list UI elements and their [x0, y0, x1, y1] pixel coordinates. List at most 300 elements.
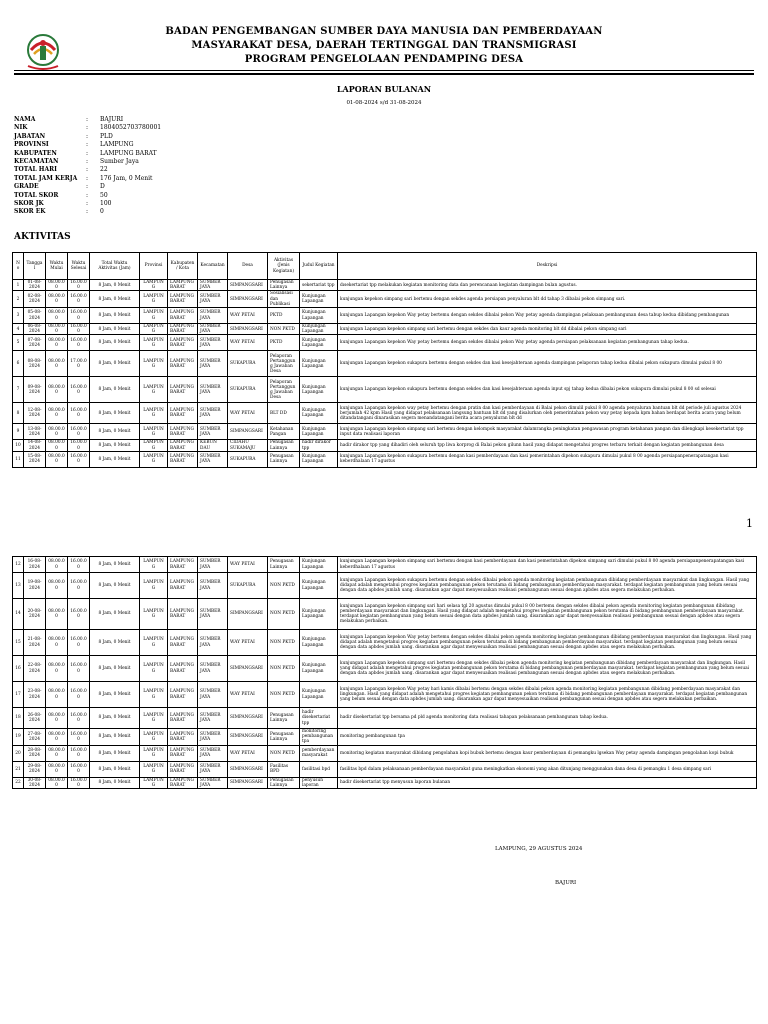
table-row: [13, 403, 757, 424]
cell-desa: SUKAPURA: [228, 573, 268, 599]
cell-total: 8 Jam, 0 Menit: [90, 377, 140, 403]
cell-judul: Kunjungan Lapangan: [300, 630, 338, 656]
cell-tanggal: 02-08-2024: [24, 291, 46, 308]
info-value: BAJURI: [100, 116, 124, 123]
cell-selesai: 16.00.00: [68, 424, 90, 440]
column-header: Waktu Selesai: [68, 253, 90, 280]
cell-mulai: 08.00.00: [46, 403, 68, 424]
cell-desk: kunjungan Lapangan kepekon sukapura bertemu dengan kasi pemberdayaan dan kasi pemerintahan dipekon sukapura dimulai pukul 8 00 agenda persiapanpenerapatangan kasi keberdhalaan 17 agustus: [338, 451, 757, 467]
cell-kec: SUMBER JAYA: [198, 682, 228, 708]
cell-akt: Ketahanan Pangan: [268, 424, 300, 440]
cell-selesai: 16.00.00: [68, 280, 90, 291]
cell-no: 14: [13, 599, 24, 630]
cell-judul: hadir disekertariat tpp: [300, 708, 338, 729]
cell-mulai: 08.00.00: [46, 682, 68, 708]
info-value: D: [100, 183, 105, 191]
column-header: No: [13, 253, 24, 280]
activity-table-page-1: [12, 252, 757, 468]
info-colon: :: [86, 208, 89, 216]
info-value: 22: [100, 166, 108, 174]
cell-desa: WAY PETAI: [228, 335, 268, 351]
cell-kab: LAMPUNG BARAT: [168, 324, 198, 335]
column-header: Judul Kegiatan: [300, 253, 338, 280]
cell-total: 8 Jam, 0 Menit: [90, 656, 140, 682]
cell-total: 8 Jam, 0 Menit: [90, 324, 140, 335]
cell-prov: LAMPUNG: [140, 630, 168, 656]
cell-tanggal: 09-08-2024: [24, 377, 46, 403]
cell-kec: SUMBER JAYA: [198, 424, 228, 440]
cell-no: 1: [13, 280, 24, 291]
cell-desa: SIMPANGSARI: [228, 599, 268, 630]
table-row: [13, 708, 757, 729]
cell-prov: LAMPUNG: [140, 557, 168, 573]
cell-kec: SUMBER JAYA: [198, 308, 228, 324]
cell-kab: LAMPUNG BARAT: [168, 335, 198, 351]
cell-akt: PKTD: [268, 335, 300, 351]
cell-selesai: 16.00.00: [68, 573, 90, 599]
info-label: SKOR JK: [14, 199, 44, 207]
info-row: [14, 183, 161, 191]
cell-selesai: 16.00.00: [68, 729, 90, 746]
info-row: [14, 133, 161, 141]
cell-akt: NON PKTD: [268, 682, 300, 708]
info-colon: :: [86, 141, 89, 149]
cell-akt: NON PKTD: [268, 599, 300, 630]
cell-desa: SUKAPURA: [228, 451, 268, 467]
cell-selesai: 16.00.00: [68, 777, 90, 788]
info-value: LAMPUNG: [100, 141, 134, 149]
info-label: KABUPATEN: [14, 149, 57, 157]
info-label: NIK: [14, 124, 28, 132]
cell-tanggal: 27-08-2024: [24, 729, 46, 746]
cell-akt: NON PKTD: [268, 324, 300, 335]
cell-tanggal: 14-08-2024: [24, 440, 46, 451]
cell-judul: Kunjungan Lapangan: [300, 557, 338, 573]
cell-kec: SUMBER JAYA: [198, 777, 228, 788]
cell-kab: LAMPUNG BARAT: [168, 745, 198, 761]
cell-akt: Penugasan Lainnya: [268, 280, 300, 291]
cell-desk: kunjungan Lapangan kepekon Way petay bertemu dengan sekdes dibalai pekon Way petay agenda dampingan pelaksaan pembangunan desa tabup kedua dibidang pembangunan: [338, 308, 757, 324]
cell-prov: LAMPUNG: [140, 335, 168, 351]
cell-mulai: 08.00.00: [46, 351, 68, 377]
table-row: [13, 573, 757, 599]
cell-mulai: 08.00.00: [46, 630, 68, 656]
profile-info: [14, 116, 161, 217]
cell-mulai: 08.00.00: [46, 335, 68, 351]
cell-no: 15: [13, 630, 24, 656]
cell-selesai: 16.00.00: [68, 557, 90, 573]
info-colon: :: [86, 174, 89, 182]
cell-selesai: 16.00.00: [68, 335, 90, 351]
cell-no: 9: [13, 424, 24, 440]
cell-total: 8 Jam, 0 Menit: [90, 280, 140, 291]
table-row: [13, 291, 757, 308]
cell-desa: SUKAPURA: [228, 377, 268, 403]
column-header: Tanggal: [24, 253, 46, 280]
cell-no: 17: [13, 682, 24, 708]
cell-total: 8 Jam, 0 Menit: [90, 351, 140, 377]
info-row: [14, 124, 161, 132]
info-row: [14, 116, 161, 124]
cell-desa: WAY PETAI: [228, 682, 268, 708]
cell-prov: LAMPUNG: [140, 573, 168, 599]
info-row: [14, 175, 161, 183]
cell-desa: CIDAHU SUKAMAJU: [228, 440, 268, 451]
info-colon: :: [86, 199, 89, 207]
cell-prov: LAMPUNG: [140, 377, 168, 403]
cell-selesai: 16.00.00: [68, 451, 90, 467]
ministry-logo: [22, 32, 64, 74]
cell-akt: Penugasan Lainnya: [268, 729, 300, 746]
cell-judul: Kunjungan Lapangan: [300, 403, 338, 424]
table-row: [13, 351, 757, 377]
report-period: 01-08-2024 s/d 31-08-2024: [346, 100, 422, 106]
cell-prov: LAMPUNG: [140, 440, 168, 451]
cell-selesai: 16.00.00: [68, 403, 90, 424]
cell-judul: Kunjungan Lapangan: [300, 682, 338, 708]
cell-total: 8 Jam, 0 Menit: [90, 761, 140, 777]
cell-kab: LAMPUNG BARAT: [168, 630, 198, 656]
cell-kec: SUMBER JAYA: [198, 573, 228, 599]
cell-akt: NON PKTD: [268, 745, 300, 761]
table-row: [13, 599, 757, 630]
cell-prov: LAMPUNG: [140, 424, 168, 440]
cell-desa: SIMPANGSARI: [228, 777, 268, 788]
cell-kec: SUMBER JAYA: [198, 280, 228, 291]
cell-selesai: 16.00.00: [68, 440, 90, 451]
column-header: Aktivitas (Jenis Kegiatan): [268, 253, 300, 280]
info-label: KECAMATAN: [14, 157, 59, 165]
cell-no: 12: [13, 557, 24, 573]
cell-selesai: 16.00.00: [68, 745, 90, 761]
info-label: JABATAN: [14, 132, 46, 140]
cell-no: 19: [13, 729, 24, 746]
cell-desa: SIMPANGSARI: [228, 761, 268, 777]
cell-prov: LAMPUNG: [140, 656, 168, 682]
signature-name: BAJURI: [555, 880, 577, 886]
cell-akt: Penugasan Lainnya: [268, 777, 300, 788]
table-row: [13, 424, 757, 440]
cell-judul: pemberdayaan masyarakat: [300, 745, 338, 761]
cell-akt: Pelaporan Pertanggung Jawaban Desa: [268, 377, 300, 403]
cell-judul: Kunjungan Lapangan: [300, 451, 338, 467]
cell-desa: SIMPANGSARI: [228, 656, 268, 682]
cell-selesai: 16.00.00: [68, 308, 90, 324]
cell-desk: kunjungan Lapangan kepekon Way petay hari kamis dibalai bertemu dengan sekdes dibalai pekon agenda monitoring kegiatan pembangunan dibidang pemberdayaan masyarakat dan lingkungan. Hasil yang didapat adalah mengetahui progres kegiatan pembangunan pekon terutama di bidang pembangunan pemberdayaan masyarakat. terdapat kegiatan pembangunan yang belum sesuai dengan data apbdes jumlah uang. disarankan agar dapat menyesuaikan realisasi pembangunan sesuai dengan apbdes atau segera melakukan perbaikan.: [338, 682, 757, 708]
cell-kec: SUMBER JAYA: [198, 656, 228, 682]
info-label: NAMA: [14, 116, 36, 123]
cell-judul: fasilitasi bpd: [300, 761, 338, 777]
cell-desa: SIMPANGSARI: [228, 708, 268, 729]
cell-mulai: 08.00.00: [46, 291, 68, 308]
cell-desk: monitoring kegiatan masyarakat dibidang pengolahan kopi bubuk bertemu dengan kaur pemberdayaan di pemangku lgsekan Way petay agenda dampingan pengolahan kopi bubuk: [338, 745, 757, 761]
cell-selesai: 16.00.00: [68, 708, 90, 729]
cell-kab: LAMPUNG BARAT: [168, 351, 198, 377]
cell-prov: LAMPUNG: [140, 708, 168, 729]
cell-judul: Kunjungan Lapangan: [300, 656, 338, 682]
cell-kab: LAMPUNG BARAT: [168, 729, 198, 746]
cell-desk: hadir dirakor tpp yang dihadiri oleh seluruh tpp liwa korprog di Balai pekon gilunn hasil yang didapat mengetahui progres terbaru terkait dengan kegiatan pembangunan desa: [338, 440, 757, 451]
cell-tanggal: 13-08-2024: [24, 424, 46, 440]
cell-kec: SUMBER JAYA: [198, 451, 228, 467]
cell-desk: kunjungan kepekon simpang sari bertemu dengan sekdes agenda persiapan penyaluran blt dd tahap 3 dibalai pekon simpang sari.: [338, 291, 757, 308]
cell-kab: LAMPUNG BARAT: [168, 451, 198, 467]
cell-kec: SUMBER JAYA: [198, 630, 228, 656]
cell-mulai: 08.00.00: [46, 708, 68, 729]
cell-kab: LAMPUNG BARAT: [168, 682, 198, 708]
table-row: [13, 377, 757, 403]
cell-akt: Sosialisasi dan Publikasi: [268, 291, 300, 308]
cell-tanggal: 19-08-2024: [24, 573, 46, 599]
cell-desk: kunjungan Lapangan kepekon sukapura bertemu dengan sekdes dan kasi kesejahteraan agenda input spj tahap kedua dibalai pekon sukapura dimulai pukul 8 00 sd selesai: [338, 377, 757, 403]
cell-akt: NON PKTD: [268, 630, 300, 656]
cell-tanggal: 23-08-2024: [24, 682, 46, 708]
cell-mulai: 08.00.00: [46, 656, 68, 682]
activity-table-page-2: [12, 556, 757, 789]
cell-judul: hadir dirakor tpp: [300, 440, 338, 451]
column-header: Desa: [228, 253, 268, 280]
cell-kec: SUMBER JAYA: [198, 599, 228, 630]
cell-judul: monitoring pembangunan tpa: [300, 729, 338, 746]
cell-kec: SUMBER JAYA: [198, 377, 228, 403]
cell-mulai: 08.00.00: [46, 777, 68, 788]
cell-total: 8 Jam, 0 Menit: [90, 557, 140, 573]
cell-kab: LAMPUNG BARAT: [168, 656, 198, 682]
cell-kec: KEBUN DAU: [198, 440, 228, 451]
info-row: [14, 208, 161, 216]
info-colon: :: [86, 157, 89, 165]
cell-kab: LAMPUNG BARAT: [168, 573, 198, 599]
cell-desa: SIMPANGSARI: [228, 324, 268, 335]
cell-desk: kunjungan Lapangan kepekon way petay bertemu dengan pratin dan kasi pemberdayaan di Balai pekon dimulil pukul 8 00 agenda penyaluran bantuan blt dd periode juli agustus 2024 berjumlah 42 kpm Hasil yang didapat pelaksanaan langsung bantuan blt dd yang disalurkan oleh pemerintahan pekon way petay kepada kpm bahan berdapat berita acara yang belum ditandatangani dinarasikan segera menandatangani berita acara penyaluran blt dd: [338, 403, 757, 424]
cell-selesai: 17.00.00: [68, 351, 90, 377]
info-value: LAMPUNG BARAT: [100, 149, 157, 157]
cell-total: 8 Jam, 0 Menit: [90, 708, 140, 729]
cell-desk: kunjungan Lapangan kepekon sukapura bertemu dengan sekdes dibalai pekon agenda monitoring kegiatan pembangunan dibidang pemberdayaan masyarakat dan lingkungan. Hasil yang didapat adalah mengetahui progres kegiatan pembangunan pekon terutama di bidang pembangunan pemberdayaan masyarakat. terdapat kegiatan pembangunan yang belum sesuai dengan data apbdes jumlah uang. disarankan agar dapat menyesuaikan realisasi pembangunan sesuai dengan apbdes atau segera melakukan perbaikan.: [338, 573, 757, 599]
cell-desk: kunjungan Lapangan kepekon simpang sari bertemu dengan kasi pemberdayaan dan kasi pemerintahan dipekon simpang sari dimulai pukul 8 00 agenda persiapanpenerapatangan kasi keberdhalaan 17 agustus: [338, 557, 757, 573]
section-title-aktivitas: AKTIVITAS: [14, 232, 71, 242]
cell-total: 8 Jam, 0 Menit: [90, 403, 140, 424]
info-row: [14, 158, 161, 166]
cell-tanggal: 20-08-2024: [24, 599, 46, 630]
cell-akt: Penugasan Lainnya: [268, 451, 300, 467]
cell-judul: Kunjungan Lapangan: [300, 308, 338, 324]
cell-no: 22: [13, 777, 24, 788]
cell-judul: Kunjungan Lapangan: [300, 573, 338, 599]
table-row: [13, 656, 757, 682]
info-colon: :: [86, 116, 89, 123]
column-header: Provinsi: [140, 253, 168, 280]
cell-selesai: 16.00.00: [68, 291, 90, 308]
cell-kec: SUMBER JAYA: [198, 557, 228, 573]
cell-kab: LAMPUNG BARAT: [168, 761, 198, 777]
cell-kec: SUMBER JAYA: [198, 351, 228, 377]
cell-mulai: 08.00.00: [46, 377, 68, 403]
table-row: [13, 761, 757, 777]
cell-no: 6: [13, 351, 24, 377]
column-header: Kecamatan: [198, 253, 228, 280]
cell-mulai: 08.00.00: [46, 440, 68, 451]
cell-tanggal: 30-08-2024: [24, 777, 46, 788]
info-row: [14, 200, 161, 208]
cell-tanggal: 16-08-2024: [24, 557, 46, 573]
cell-prov: LAMPUNG: [140, 745, 168, 761]
cell-tanggal: 15-08-2024: [24, 451, 46, 467]
cell-total: 8 Jam, 0 Menit: [90, 777, 140, 788]
cell-kec: SUMBER JAYA: [198, 403, 228, 424]
header-divider-thin: [14, 70, 754, 71]
cell-kec: SUMBER JAYA: [198, 745, 228, 761]
cell-mulai: 08.00.00: [46, 599, 68, 630]
cell-mulai: 08.00.00: [46, 451, 68, 467]
column-header: Total Waktu Aktivitas (Jam): [90, 253, 140, 280]
table-row: [13, 308, 757, 324]
cell-kab: LAMPUNG BARAT: [168, 777, 198, 788]
cell-kec: SUMBER JAYA: [198, 761, 228, 777]
cell-prov: LAMPUNG: [140, 451, 168, 467]
cell-selesai: 16.00.00: [68, 682, 90, 708]
cell-total: 8 Jam, 0 Menit: [90, 335, 140, 351]
cell-prov: LAMPUNG: [140, 777, 168, 788]
cell-mulai: 08.00.00: [46, 745, 68, 761]
cell-total: 8 Jam, 0 Menit: [90, 424, 140, 440]
cell-prov: LAMPUNG: [140, 308, 168, 324]
info-colon: :: [86, 191, 89, 199]
info-colon: :: [86, 183, 89, 191]
cell-prov: LAMPUNG: [140, 599, 168, 630]
cell-desa: SIMPANGSARI: [228, 424, 268, 440]
cell-kab: LAMPUNG BARAT: [168, 280, 198, 291]
cell-prov: LAMPUNG: [140, 324, 168, 335]
cell-kec: SUMBER JAYA: [198, 335, 228, 351]
cell-selesai: 16.00.00: [68, 630, 90, 656]
cell-total: 8 Jam, 0 Menit: [90, 682, 140, 708]
cell-judul: penyusun laporan: [300, 777, 338, 788]
cell-mulai: 08.00.00: [46, 280, 68, 291]
cell-akt: BLT DD: [268, 403, 300, 424]
cell-judul: Kunjungan Lapangan: [300, 377, 338, 403]
cell-judul: Kunjungan Lapangan: [300, 335, 338, 351]
page-number: 1: [746, 517, 753, 530]
info-label: SKOR EK: [14, 208, 46, 216]
cell-total: 8 Jam, 0 Menit: [90, 745, 140, 761]
info-row: [14, 150, 161, 158]
cell-tanggal: 12-08-2024: [24, 403, 46, 424]
cell-total: 8 Jam, 0 Menit: [90, 729, 140, 746]
table-row: [13, 729, 757, 746]
header-line-1: BADAN PENGEMBANGAN SUMBER DAYA MANUSIA DAN PEMBERDAYAAN: [165, 26, 603, 37]
info-colon: :: [86, 166, 89, 174]
cell-desk: hadir disekertariat tpp bersama pd pld agenda monitoring data realisasi tahapan pelaksanaan pembangunan tahap kedua.: [338, 708, 757, 729]
info-label: GRADE: [14, 183, 39, 191]
cell-desa: SUKAPURA: [228, 351, 268, 377]
cell-total: 8 Jam, 0 Menit: [90, 440, 140, 451]
info-value: 100: [100, 199, 112, 207]
table-row: [13, 630, 757, 656]
cell-desk: monitoring pembangunan tpa: [338, 729, 757, 746]
cell-no: 21: [13, 761, 24, 777]
column-header: Waktu Mulai: [46, 253, 68, 280]
cell-no: 7: [13, 377, 24, 403]
info-value: 0: [100, 208, 104, 216]
cell-desa: SIMPANGSARI: [228, 291, 268, 308]
cell-mulai: 08.00.00: [46, 424, 68, 440]
cell-kab: LAMPUNG BARAT: [168, 708, 198, 729]
table-row: [13, 335, 757, 351]
cell-total: 8 Jam, 0 Menit: [90, 308, 140, 324]
cell-desa: SIMPANGSARI: [228, 280, 268, 291]
cell-tanggal: 05-08-2024: [24, 308, 46, 324]
header-line-2: MASYARAKAT DESA, DAERAH TERTINGGAL DAN TRANSMIGRASI: [191, 40, 577, 51]
cell-kec: SUMBER JAYA: [198, 708, 228, 729]
cell-judul: sekertariat tpp: [300, 280, 338, 291]
cell-mulai: 08.00.00: [46, 308, 68, 324]
cell-kec: SUMBER JAYA: [198, 291, 228, 308]
cell-desa: WAY PETAI: [228, 630, 268, 656]
cell-akt: NON PKTD: [268, 656, 300, 682]
info-row: [14, 166, 161, 174]
cell-desa: WAY PETAI: [228, 745, 268, 761]
cell-judul: Kunjungan Lapangan: [300, 291, 338, 308]
cell-judul: Kunjungan Lapangan: [300, 599, 338, 630]
cell-kab: LAMPUNG BARAT: [168, 291, 198, 308]
info-colon: :: [86, 149, 89, 157]
cell-prov: LAMPUNG: [140, 351, 168, 377]
table-row: [13, 280, 757, 291]
cell-akt: Pelaporan Pertanggung Jawaban Desa: [268, 351, 300, 377]
info-label: TOTAL JAM KERJA: [14, 174, 78, 182]
cell-no: 2: [13, 291, 24, 308]
cell-desk: kunjungan Lapangan kepekon sukapura bertemu dengan sekdes dan kasi kesejahteraan agenda dampingan pelaporan tahap kedua dibalai pekon sukapura dimulai pukul 8 00: [338, 351, 757, 377]
cell-kab: LAMPUNG BARAT: [168, 424, 198, 440]
table-row: [13, 682, 757, 708]
cell-akt: Penugasan Lainnya: [268, 557, 300, 573]
cell-no: 13: [13, 573, 24, 599]
cell-no: 8: [13, 403, 24, 424]
cell-total: 8 Jam, 0 Menit: [90, 630, 140, 656]
cell-kab: LAMPUNG BARAT: [168, 599, 198, 630]
cell-desa: SIMPANGSARI: [228, 729, 268, 746]
cell-tanggal: 29-08-2024: [24, 761, 46, 777]
info-value: Sumber Jaya: [100, 157, 139, 165]
cell-desa: WAY PETAI: [228, 308, 268, 324]
signature-place-date: LAMPUNG, 29 AGUSTUS 2024: [495, 846, 583, 852]
cell-tanggal: 21-08-2024: [24, 630, 46, 656]
info-label: TOTAL SKOR: [14, 191, 59, 199]
info-value: 50: [100, 191, 108, 199]
column-header: Deskripsi: [338, 253, 757, 280]
cell-mulai: 08.00.00: [46, 729, 68, 746]
cell-total: 8 Jam, 0 Menit: [90, 451, 140, 467]
info-colon: :: [86, 132, 89, 140]
cell-desa: WAY PETAI: [228, 557, 268, 573]
cell-no: 20: [13, 745, 24, 761]
table-row: [13, 745, 757, 761]
cell-prov: LAMPUNG: [140, 761, 168, 777]
info-value: 176 Jam, 0 Menit: [100, 174, 153, 182]
cell-desa: WAY PETAI: [228, 403, 268, 424]
cell-total: 8 Jam, 0 Menit: [90, 599, 140, 630]
cell-kec: SUMBER JAYA: [198, 324, 228, 335]
column-header: Kabupaten / Kota: [168, 253, 198, 280]
header-divider-thick: [14, 73, 754, 75]
cell-no: 16: [13, 656, 24, 682]
info-label: TOTAL HARI: [14, 166, 57, 174]
cell-tanggal: 26-08-2024: [24, 708, 46, 729]
cell-no: 18: [13, 708, 24, 729]
info-colon: :: [86, 124, 89, 132]
cell-prov: LAMPUNG: [140, 291, 168, 308]
